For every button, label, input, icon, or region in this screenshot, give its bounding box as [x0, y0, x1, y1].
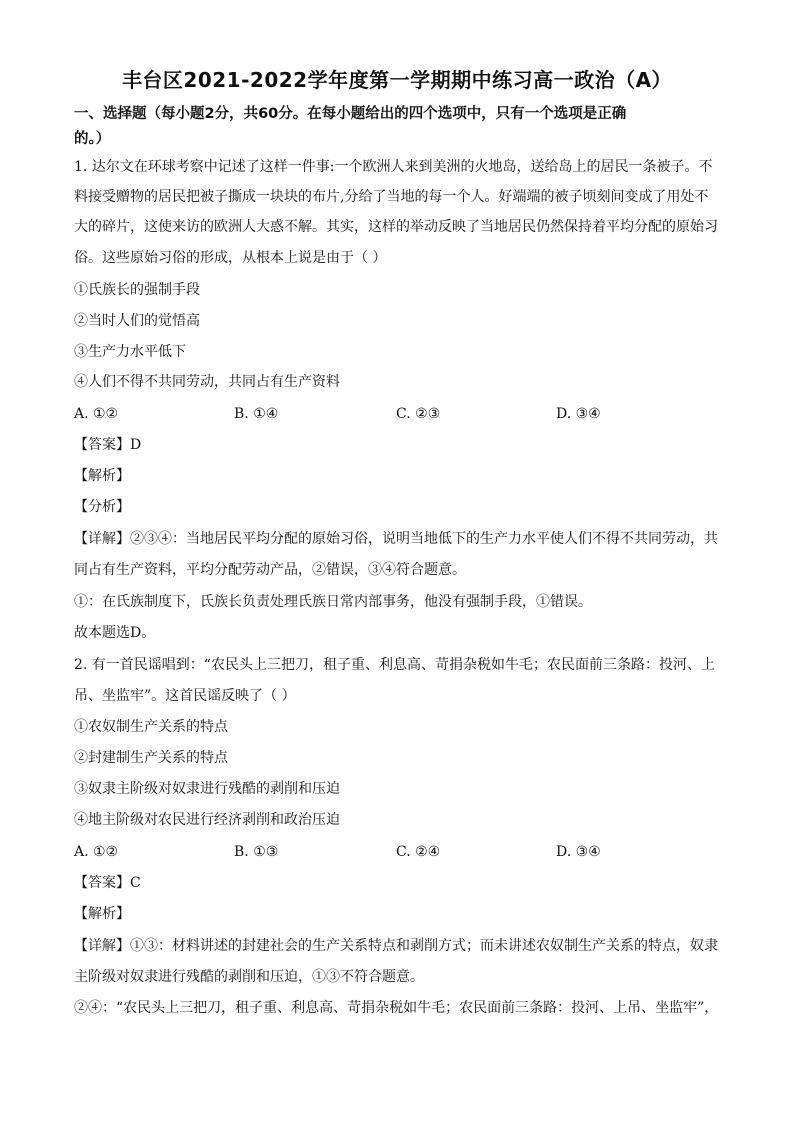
q2-stem-line: 吊、坐监牢”。这首民谣反映了（ ） [74, 688, 296, 704]
q1-stem-line: 料接受赠物的居民把被子撕成一块块的布片,分给了当地的每一个人。好端端的被子顷刻间变成了用处不 [74, 189, 709, 205]
q1-stem-line: 俗。这些原始习俗的形成，从根本上说是由于（ ） [74, 250, 387, 266]
q2-item: ④地主阶级对农民进行经济剥削和政治压迫 [74, 812, 340, 828]
q1-stem-line: 1. 达尔文在环球考察中记述了这样一件事:一个欧洲人来到美洲的火地岛，送给岛上的居民一条被子。不 [74, 159, 713, 175]
q1-detail-line: 故本题选D。 [74, 625, 156, 641]
section-heading-cont: 的。） [74, 131, 111, 147]
q2-choice-c: C. ②④ [396, 844, 441, 860]
q2-choice-a: A. ①② [74, 844, 119, 860]
q1-fenxi-label: 【分析】 [74, 499, 130, 515]
q1-choice-c: C. ②③ [396, 406, 441, 422]
page-title: 丰台区2021-2022学年度第一学期期中练习高一政治（A） [121, 68, 673, 92]
q1-detail-line: 同占有生产资料，平均分配劳动产品，②错误，③④符合题意。 [74, 562, 466, 578]
q1-item: ②当时人们的觉悟高 [74, 313, 200, 329]
q2-detail-line: ②④：“农民头上三把刀，租子重、利息高、苛捐杂税如牛毛；农民面前三条路：投河、上吊、坐监牢”， [74, 1000, 719, 1016]
q2-answer: 【答案】C [74, 875, 141, 891]
q1-stem-line: 大的碎片，这使来访的欧洲人大惑不解。其实，这样的举动反映了当地居民仍然保持着平均分配的原始习 [74, 219, 718, 235]
q2-choice-b: B. ①③ [234, 844, 279, 860]
section-heading: 一、选择题（每小题2分，共60分。在每小题给出的四个选项中，只有一个选项是正确 [74, 106, 627, 122]
q2-item: ①农奴制生产关系的特点 [74, 719, 228, 735]
q2-analysis-label: 【解析】 [74, 906, 130, 922]
q1-detail-line: ①：在氏族制度下，氏族长负责处理氏族日常内部事务，他没有强制手段，①错误。 [74, 594, 592, 610]
q1-item: ④人们不得不共同劳动，共同占有生产资料 [74, 374, 340, 390]
q1-item: ③生产力水平低下 [74, 344, 186, 360]
q1-detail-line: 【详解】②③④：当地居民平均分配的原始习俗，说明当地低下的生产力水平使人们不得不共同劳动，共 [74, 531, 718, 547]
q2-item: ②封建制生产关系的特点 [74, 750, 228, 766]
q1-item: ①氏族长的强制手段 [74, 282, 200, 298]
q2-choice-d: D. ③④ [556, 844, 601, 860]
q1-analysis-label: 【解析】 [74, 468, 130, 484]
q2-stem-line: 2. 有一首民谣唱到：“农民头上三把刀，租子重、利息高、苛捐杂税如牛毛；农民面前三条路：投河、上 [74, 657, 715, 673]
q1-choice-a: A. ①② [74, 406, 119, 422]
q2-item: ③奴隶主阶级对奴隶进行残酷的剥削和压迫 [74, 781, 340, 797]
q1-choice-d: D. ③④ [556, 406, 601, 422]
q2-detail-line: 【详解】①③：材料讲述的封建社会的生产关系特点和剥削方式；而未讲述农奴制生产关系的特点，奴隶 [74, 938, 718, 954]
q2-detail-line: 主阶级对奴隶进行残酷的剥削和压迫，①③不符合题意。 [74, 969, 424, 985]
q1-choice-b: B. ①④ [234, 406, 279, 422]
q1-answer: 【答案】D [74, 437, 142, 453]
